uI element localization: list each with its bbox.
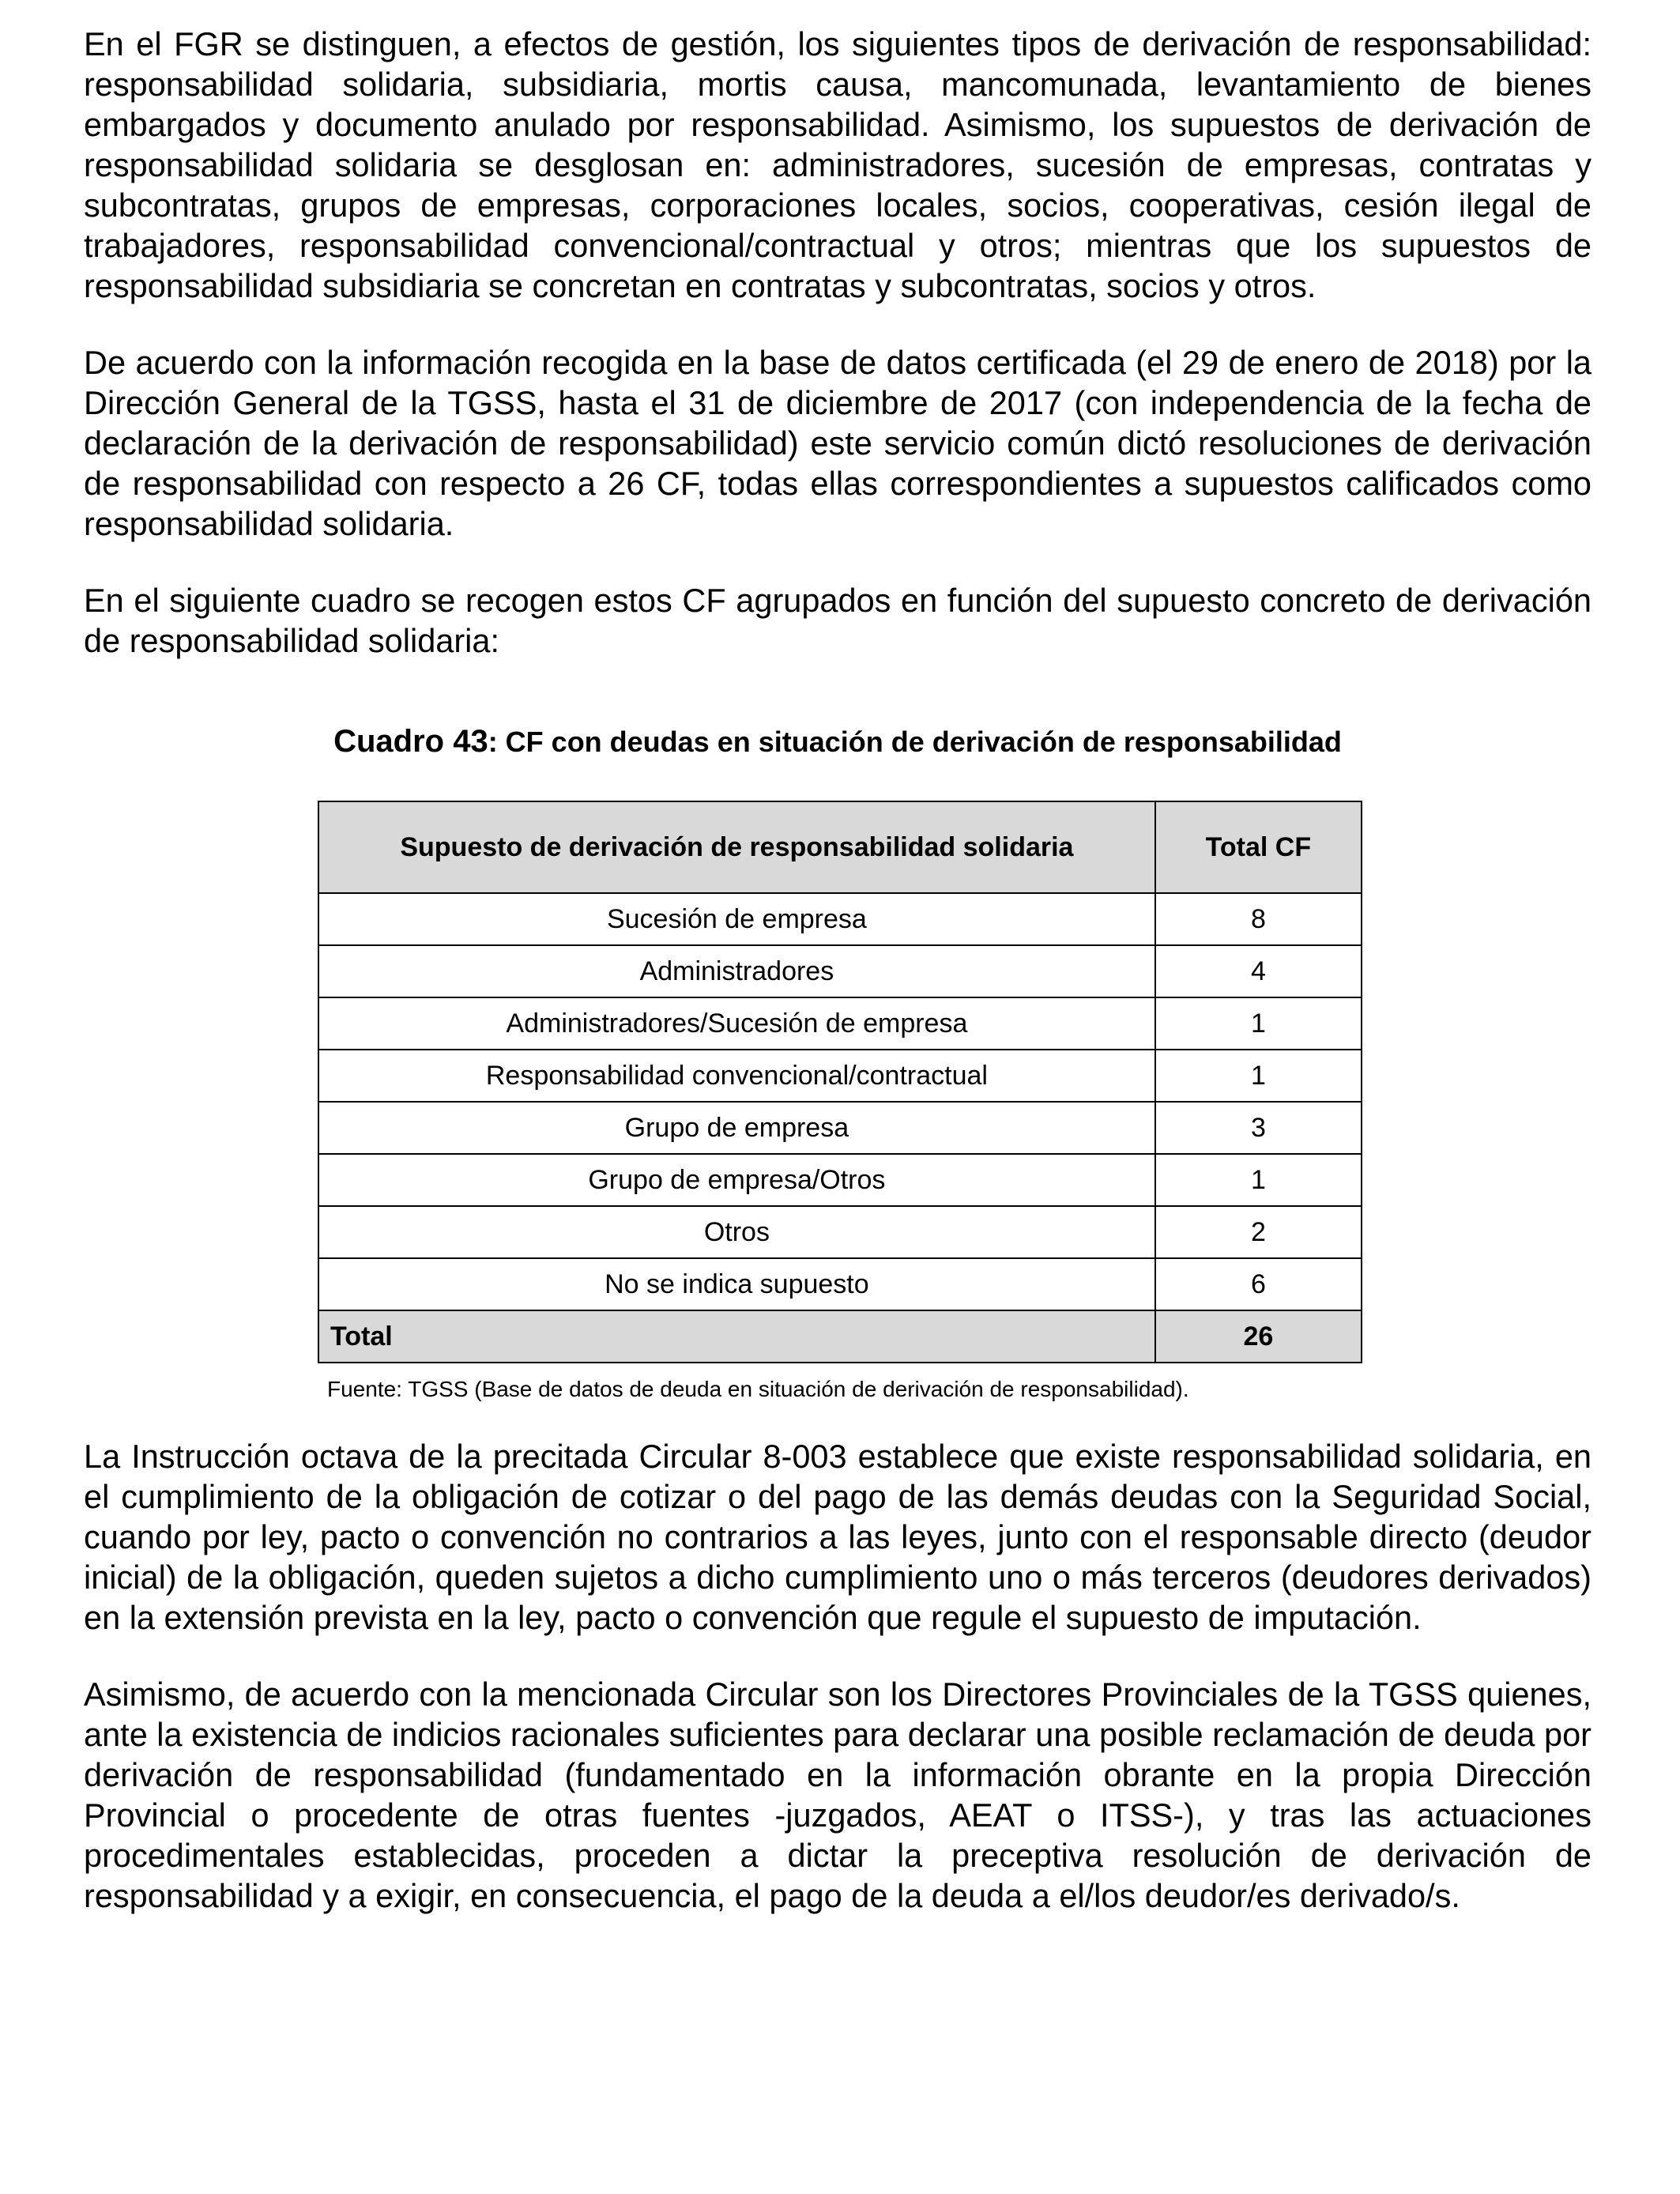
table-header-row bbox=[318, 801, 1362, 893]
paragraph-directores-provinciales: Asimismo, de acuerdo con la mencionada Circular son los Directores Provinciales de la TGSS quienes, ante la existencia de indicios racionales suficientes para declarar una posible reclamación de deuda por derivación de responsabilidad (fundamentado en la información obrante en la propia Dirección Provincial o procedente de otras fuentes -juzgados, AEAT o ITSS-), y tras las actuaciones procedimentales establecidas, proceden a dictar la preceptiva resolución de derivación de responsabilidad y a exigir, en consecuencia, el pago de la deuda a el/los deudor/es derivado/s. bbox=[84, 1676, 1591, 1914]
row-supuesto: Administradores/Sucesión de empresa bbox=[318, 997, 1155, 1050]
table-total-row bbox=[318, 1310, 1362, 1363]
total-value: 26 bbox=[1155, 1310, 1362, 1363]
row-total: 2 bbox=[1155, 1206, 1362, 1258]
table-row bbox=[318, 945, 1362, 997]
row-supuesto: Otros bbox=[318, 1206, 1155, 1258]
table-row bbox=[318, 1050, 1362, 1102]
row-total: 1 bbox=[1155, 1050, 1362, 1102]
table-caption bbox=[84, 724, 1591, 766]
table-caption-title: : CF con deudas en situación de derivación de responsabilidad bbox=[488, 726, 1342, 758]
paragraph-derivation-types: En el FGR se distinguen, a efectos de gestión, los siguientes tipos de derivación de responsabilidad: responsabilidad solidaria, subsidiaria, mortis causa, mancomunada, levantamiento de bienes embargados y documento anulado por responsabilidad. Asimismo, los supuestos de derivación de responsabilidad solidaria se desglosan en: administradores, sucesión de empresas, contratas y subcontratas, grupos de empresas, corporaciones locales, socios, cooperativas, cesión ilegal de trabajadores, responsabilidad convencional/contractual y otros; mientras que los supuestos de responsabilidad subsidiaria se concretan en contratas y subcontratas, socios y otros. bbox=[84, 25, 1591, 304]
header-total-cf: Total CF bbox=[1155, 801, 1362, 893]
paragraph-database-info: De acuerdo con la información recogida en la base de datos certificada (el 29 de enero de 2018) por la Dirección General de la TGSS, hasta el 31 de diciembre de 2017 (con independencia de la fecha de declaración de la derivación de responsabilidad) este servicio común dictó resoluciones de derivación de responsabilidad con respecto a 26 CF, todas ellas correspondientes a supuestos calificados como responsabilidad solidaria. bbox=[84, 344, 1591, 542]
row-supuesto: Administradores bbox=[318, 945, 1155, 997]
derivation-table bbox=[318, 801, 1362, 1363]
row-total: 1 bbox=[1155, 997, 1362, 1050]
row-supuesto: No se indica supuesto bbox=[318, 1258, 1155, 1310]
total-label: Total bbox=[318, 1310, 1155, 1363]
table-row bbox=[318, 893, 1362, 945]
paragraph-table-intro: En el siguiente cuadro se recogen estos CF agrupados en función del supuesto concreto de derivación de responsabilidad solidaria: bbox=[84, 582, 1591, 659]
table-row bbox=[318, 1258, 1362, 1310]
paragraph-instruction-octava: La Instrucción octava de la precitada Circular 8-003 establece que existe responsabilidad solidaria, en el cumplimiento de la obligación de cotizar o del pago de las demás deudas con la Seguridad Social, cuando por ley, pacto o convención no contrarios a las leyes, junto con el responsable directo (deudor inicial) de la obligación, queden sujetos a dicho cumplimiento uno o más terceros (deudores derivados) en la extensión prevista en la ley, pacto o convención que regule el supuesto de imputación. bbox=[84, 1438, 1591, 1636]
row-total: 8 bbox=[1155, 893, 1362, 945]
table-row bbox=[318, 1154, 1362, 1206]
table-source: Fuente: TGSS (Base de datos de deuda en situación de derivación de responsabilidad). bbox=[327, 1377, 1189, 1401]
row-supuesto: Sucesión de empresa bbox=[318, 893, 1155, 945]
header-supuesto: Supuesto de derivación de responsabilidad solidaria bbox=[318, 801, 1155, 893]
table-row bbox=[318, 1102, 1362, 1154]
table-row bbox=[318, 1206, 1362, 1258]
row-total: 1 bbox=[1155, 1154, 1362, 1206]
row-supuesto: Grupo de empresa bbox=[318, 1102, 1155, 1154]
document-page bbox=[84, 24, 1591, 1916]
row-total: 4 bbox=[1155, 945, 1362, 997]
row-total: 6 bbox=[1155, 1258, 1362, 1310]
table-caption-number: Cuadro 43 bbox=[333, 724, 488, 759]
table-row bbox=[318, 997, 1362, 1050]
row-supuesto: Grupo de empresa/Otros bbox=[318, 1154, 1155, 1206]
row-supuesto: Responsabilidad convencional/contractual bbox=[318, 1050, 1155, 1102]
row-total: 3 bbox=[1155, 1102, 1362, 1154]
